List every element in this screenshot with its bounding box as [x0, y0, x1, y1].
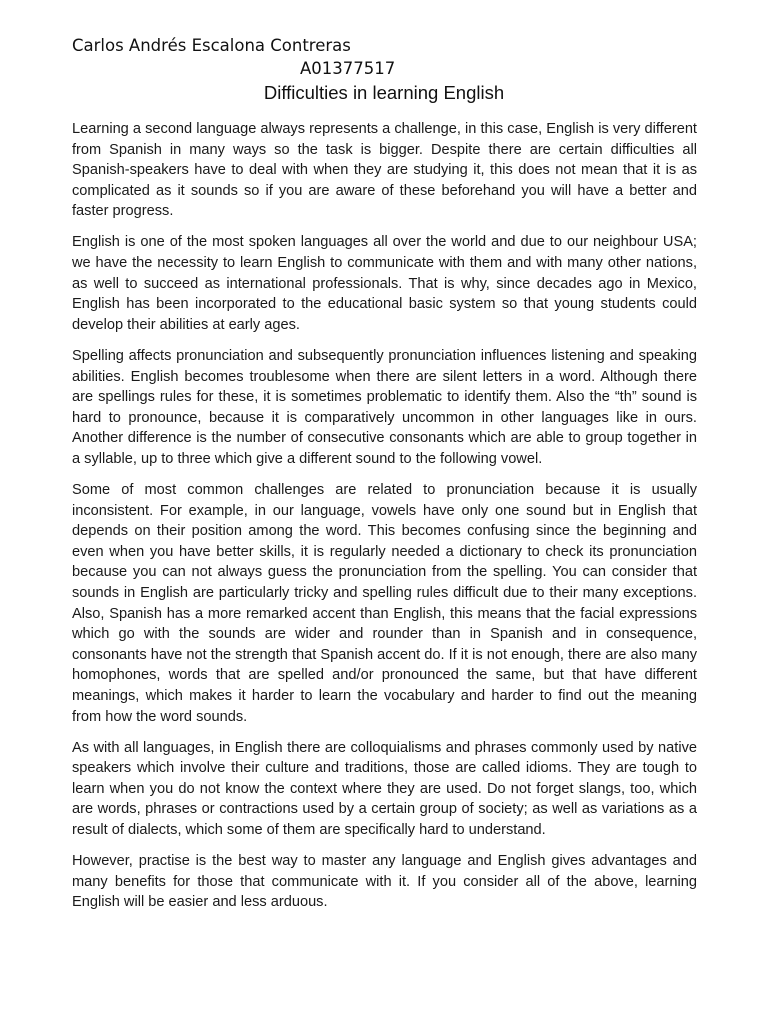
author-name: Carlos Andrés Escalona Contreras	[72, 36, 351, 55]
paragraph-pronunciation: Some of most common challenges are related to pronunciation because it is usually inconsistent. For example, in our language, vowels have only one sound but in English that depends on their position among the word. This becomes confusing since the beginning and even when you have better skills, it is regularly needed a dictionary to check its pronunciation because you can not always guess the pronunciation from the spelling. You can consider that sounds in English are particularly tricky and spelling rules difficult due to their many exceptions. Also, Spanish has a more remarked accent than English, this means that the facial expressions which go with the sounds are wider and rounder than in Spanish and in consequence, consonants have not the strength that Spanish accent do. If it is not enough, there are also many homophones, words that are spelled and/or pronounced the same, but that have different meanings, which makes it harder to learn the vocabulary and harder to find out the meaning from how the word sounds.	[72, 482, 697, 725]
essay-body	[72, 119, 697, 923]
student-id: A01377517	[300, 59, 396, 78]
paragraph-spelling: Spelling affects pronunciation and subsequently pronunciation influences listening and speaking abilities. English becomes troublesome when there are silent letters in a word. Although there are spellings rules for these, it is sometimes problematic to identify them. Also the “th” sound is hard to pronounce, because it is comparatively uncommon in other languages like in ours. Another difference is the number of consecutive consonants which are able to group together in a syllable, up to three which give a different sound to the following vowel.	[72, 347, 697, 467]
paragraph-importance: English is one of the most spoken languages all over the world and due to our neighbour USA; we have the necessity to learn English to communicate with them and with many other nations, as well to succeed as international professionals. That is why, since decades ago in Mexico, English has been incorporated to the educational basic system so that young students could develop their abilities at early ages.	[72, 234, 697, 333]
paragraph-intro: Learning a second language always represents a challenge, in this case, English is very different from Spanish in many ways so the task is bigger. Despite there are certain difficulties all Spanish-speakers have to deal with when they are studying it, this does not mean that it is as complicated as it sounds so if you are aware of these beforehand you will have a better and faster progress.	[72, 121, 697, 220]
paragraph-idioms: As with all languages, in English there are colloquialisms and phrases commonly used by native speakers which involve their culture and traditions, those are called idioms. They are tough to learn when you do not know the context where they are used. Do not forget slangs, too, which are words, phrases or contractions used by a certain group of society; as well as variations as a result of dialects, which some of them are specifically hard to understand.	[72, 739, 697, 838]
document-title: Difficulties in learning English	[263, 82, 505, 103]
paragraph-conclusion: However, practise is the best way to master any language and English gives advantages and many benefits for those that communicate with it. If you consider all of the above, learning English will be easier and less arduous.	[72, 853, 697, 911]
